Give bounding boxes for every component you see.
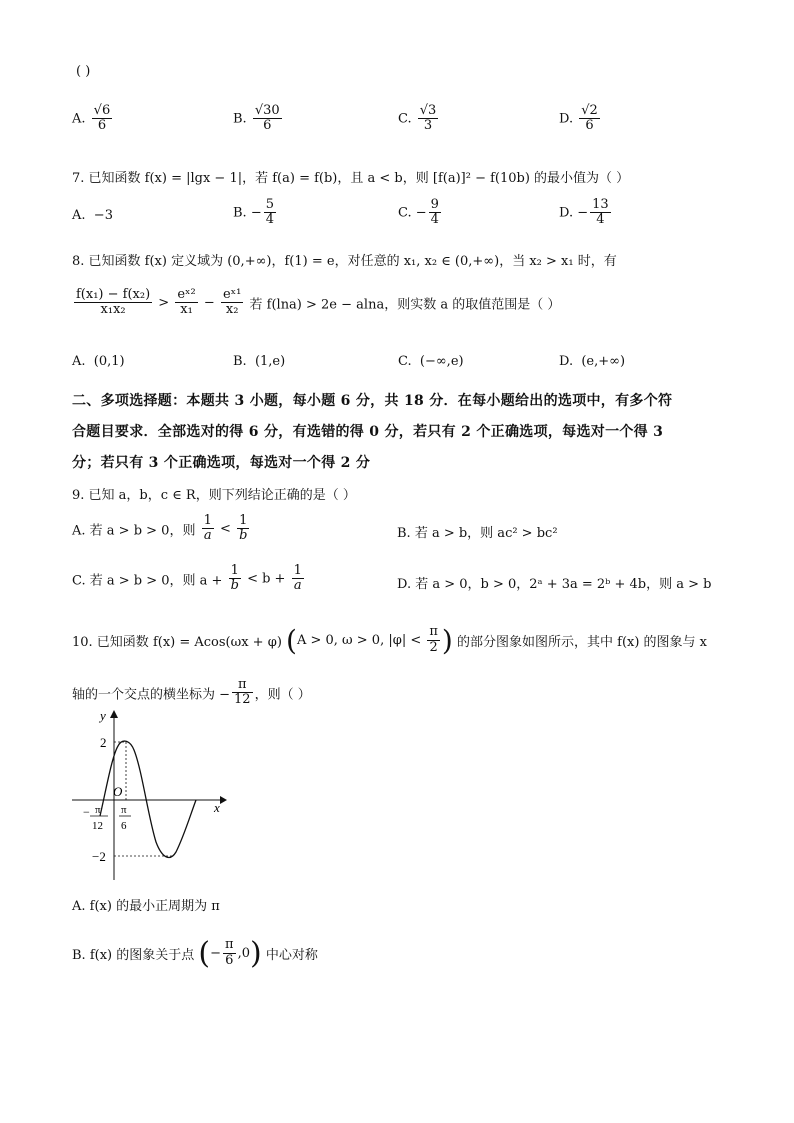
y-axis-arrow: [110, 710, 118, 718]
tick2-den: 6: [121, 820, 127, 832]
q10-graph: [60, 706, 240, 886]
tick2-num: π: [121, 804, 127, 816]
q6-option-a-row[interactable]: A. $\frac{√6}{6}$: [72, 103, 111, 134]
origin-label: O: [113, 784, 123, 799]
q6-option-d[interactable]: D. $\frac{√2}{6}$: [559, 103, 598, 134]
q8-condition: $\frac{\text{f(x₁) − f(x₂)}}{\text{x₁x₂}}$ > $\frac{\text{eˣ²}}{\text{x₁}}$ − $\frac{\text{eˣ¹}}{\text{x₂}}$ 若 f(lna) > 2e − alna，则实数 a 的取值范围是（ ）: [76, 287, 561, 318]
q7-option-c[interactable]: C. − $\frac{9}{4}$: [398, 197, 439, 228]
section2-line2: 合题目要求．全部选对的得 6 分，有选错的得 0 分，若只有 2 个正确选项，每选对一个得 3: [72, 424, 664, 440]
q10b-left-paren: (: [198, 936, 211, 971]
tick1-num: π: [95, 804, 101, 816]
q9-option-a[interactable]: A. 若 a > b > 0，则 $\frac{1}{a}$ < $\frac{1}{b}$: [72, 513, 248, 544]
q7-option-d[interactable]: D. − $\frac{13}{4}$: [559, 197, 609, 228]
q6-option-c[interactable]: C. $\frac{√3}{3}$: [398, 103, 437, 134]
q6-answer-paren: ( ): [76, 64, 91, 79]
q8-option-c[interactable]: C. (−∞,e): [398, 354, 464, 369]
q9-option-b[interactable]: B. 若 a > b，则 ac² > bc²: [397, 526, 558, 541]
x-axis-arrow: [220, 796, 227, 804]
q10-right-paren: ): [441, 624, 453, 657]
x-label: x: [214, 800, 220, 815]
q9-option-c[interactable]: C. 若 a > b > 0，则 a + $\frac{1}{b}$ < b + $\frac{1}{a}$: [72, 563, 302, 594]
q9-stem: 9. 已知 a，b，c ∈ R，则下列结论正确的是（ ）: [72, 488, 356, 503]
tick1-den: 12: [92, 820, 103, 832]
q8-option-b[interactable]: B. (1,e): [233, 354, 286, 369]
q6-option-b[interactable]: B. $\frac{√30}{6}$: [233, 103, 280, 134]
q10b-right-paren: ): [249, 936, 262, 971]
q10-option-a[interactable]: A. f(x) 的最小正周期为 π: [72, 899, 220, 914]
ymin-label: −2: [92, 849, 106, 864]
q7-option-b[interactable]: B. − $\frac{5}{4}$: [233, 197, 275, 228]
section2-line3: 分；若只有 3 个正确选项，每选对一个得 2 分: [72, 455, 371, 471]
q7-stem: 7. 已知函数 f(x) = |lgx − 1|，若 f(a) = f(b)，且 a < b，则 [f(a)]² − f(10b) 的最小值为（ ）: [72, 171, 630, 186]
q10-stem: 10. 已知函数 f(x) = Acos(ωx + φ) (A > 0, ω > 0, |φ| < $\frac{\pi}{2}$ ) 的部分图象如图所示，其中 f(x) 的图象与 x: [72, 624, 708, 657]
q9-option-d[interactable]: D. 若 a > 0，b > 0，2ᵃ + 3a = 2ᵇ + 4b，则 a > b: [397, 577, 712, 592]
y-label: y: [100, 708, 106, 723]
q7-option-a[interactable]: A. −3: [72, 208, 113, 223]
q10-option-b[interactable]: B. f(x) 的图象关于点 (− $\frac{\pi}{6}$ ,0) 中心对称: [72, 936, 318, 971]
q10-line2: 轴的一个交点的横坐标为 − $\frac{\pi}{12}$ ，则（ ）: [72, 677, 311, 708]
q10-left-paren: (: [286, 624, 297, 657]
tick1-sign: −: [83, 805, 90, 819]
q8-option-d[interactable]: D. (e,+∞): [559, 354, 626, 369]
ymax-label: 2: [100, 735, 107, 750]
section2-line1: 二、多项选择题：本题共 3 小题，每小题 6 分，共 18 分．在每小题给出的选项中，有多个符: [72, 393, 673, 409]
q8-option-a[interactable]: A. (0,1): [72, 354, 125, 369]
q8-stem: 8. 已知函数 f(x) 定义域为 (0,+∞)，f(1) = e，对任意的 x₁, x₂ ∈ (0,+∞)，当 x₂ > x₁ 时，有: [72, 254, 617, 269]
